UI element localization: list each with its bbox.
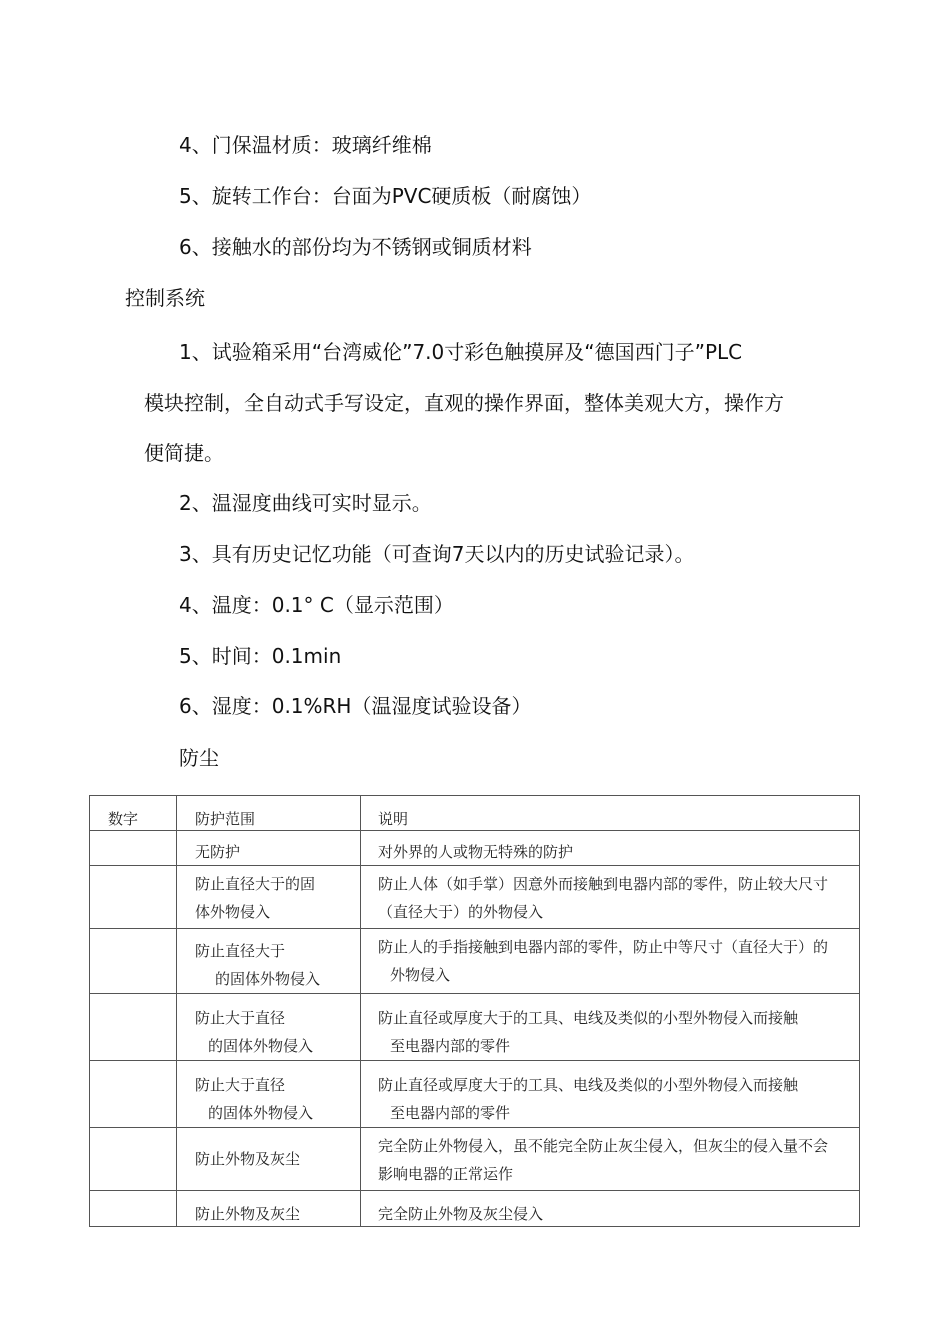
water-parts-line: 6、接触水的部份均为不锈钢或铜质材料 [179,235,532,259]
control-system-heading: 控制系统 [125,286,205,310]
scope-text: 的固体外物侵入 [215,970,321,988]
row-scope [177,866,361,929]
control-item-5: 5、时间：0.1min [179,644,342,668]
control-item-1-line-a: 1、试验箱采用“台湾威伦”7.0寸彩色触摸屏及“德国西门子”PLC [179,340,743,364]
description-text: 完全防止外物侵入，虽不能完全防止灰尘侵入，但灰尘的侵入量不会 [378,1137,829,1155]
header-number: 数字 [90,796,177,831]
row-number [90,866,177,929]
description-text: 至电器内部的零件 [390,1104,511,1122]
table-row [90,1191,860,1227]
scope-text: 体外物侵入 [195,903,271,921]
row-number [90,831,177,866]
row-description [361,1191,860,1227]
scope-text: 无防护 [195,843,241,861]
row-description [361,1128,860,1191]
description-text: 防止直径或厚度大于的工具、电线及类似的小型外物侵入而接触 [378,1076,799,1094]
description-text: 至电器内部的零件 [390,1037,511,1055]
row-scope [177,1191,361,1227]
table-row [90,831,860,866]
header-scope: 防护范围 [177,796,361,831]
table-header-row [90,796,860,831]
row-scope [177,831,361,866]
description-text: （直径大于）的外物侵入 [378,903,544,921]
row-description [361,831,860,866]
table-row [90,929,860,994]
scope-text: 的固体外物侵入 [208,1104,314,1122]
table-row [90,1128,860,1191]
scope-text: 防止大于直径 [195,1076,286,1094]
row-scope [177,994,361,1061]
row-number [90,1191,177,1227]
description-text: 外物侵入 [390,966,451,984]
description-text: 防止人体（如手掌）因意外而接触到电器内部的零件，防止较大尺寸 [378,875,829,893]
description-text: 完全防止外物及灰尘侵入 [378,1205,544,1223]
control-item-4: 4、温度：0.1° C（显示范围） [179,593,454,617]
table-row [90,866,860,929]
header-description: 说明 [361,796,860,831]
row-number [90,929,177,994]
control-item-3: 3、具有历史记忆功能（可查询7天以内的历史试验记录）。 [179,542,695,566]
dust-heading: 防尘 [179,746,219,770]
control-item-2: 2、温湿度曲线可实时显示。 [179,491,432,515]
scope-text: 的固体外物侵入 [208,1037,314,1055]
row-scope [177,929,361,994]
table-row [90,994,860,1061]
control-item-1-line-c: 便简捷。 [144,441,224,465]
row-description [361,929,860,994]
control-item-1-line-b: 模块控制，全自动式手写设定，直观的操作界面，整体美观大方，操作方 [144,391,784,415]
control-item-6: 6、湿度：0.1%RH（温湿度试验设备） [179,694,532,718]
turntable-line: 5、旋转工作台：台面为PVC硬质板（耐腐蚀） [179,184,592,208]
row-number [90,1128,177,1191]
row-description [361,866,860,929]
row-scope [177,1128,361,1191]
scope-text: 防止直径大于的固 [195,875,316,893]
row-scope [177,1061,361,1128]
row-description [361,994,860,1061]
row-number [90,1061,177,1128]
description-text: 影响电器的正常运作 [378,1165,514,1183]
table-row [90,1061,860,1128]
material-line: 4、门保温材质：玻璃纤维棉 [179,133,432,157]
dust-protection-table [89,795,860,1227]
scope-text: 防止外物及灰尘 [195,1205,301,1223]
row-description [361,1061,860,1128]
row-number [90,994,177,1061]
description-text: 防止直径或厚度大于的工具、电线及类似的小型外物侵入而接触 [378,1009,799,1027]
scope-text: 防止外物及灰尘 [195,1150,301,1168]
scope-text: 防止大于直径 [195,1009,286,1027]
description-text: 防止人的手指接触到电器内部的零件，防止中等尺寸（直径大于）的 [378,938,829,956]
description-text: 对外界的人或物无特殊的防护 [378,843,574,861]
scope-text: 防止直径大于 [195,942,286,960]
